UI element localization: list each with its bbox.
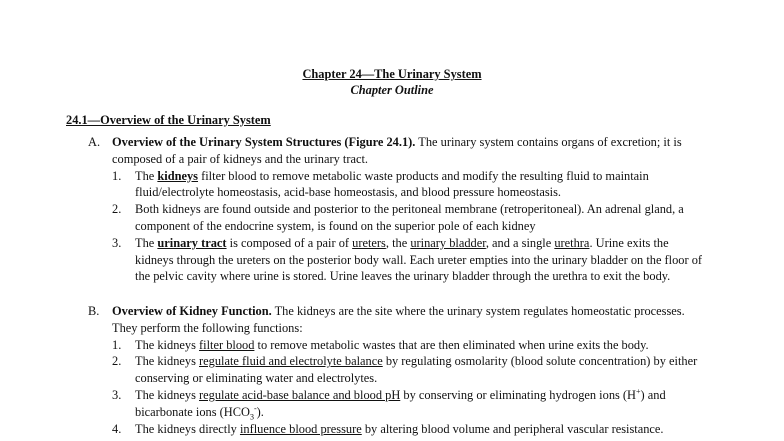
superscript: - bbox=[253, 403, 257, 413]
subscript: 3 bbox=[249, 412, 254, 422]
list-number: 4. bbox=[112, 421, 122, 436]
list-item-text bbox=[135, 353, 708, 387]
text-run: by regulating osmolarity (blood solute concentration) by either conserving or eliminating water and electrolytes. bbox=[135, 354, 698, 386]
text-run: by conserving or eliminating hydrogen ions (H bbox=[400, 387, 637, 402]
list-number: 1. bbox=[112, 168, 122, 183]
section-a-text: The urinary system contains organs of excretion; it is composed of a pair of kidneys and the urinary tract. bbox=[112, 135, 682, 166]
text-run: ). bbox=[256, 404, 264, 419]
section-a bbox=[88, 134, 708, 285]
term-ureters: ureters bbox=[352, 235, 386, 250]
text-run: The kidneys bbox=[135, 354, 200, 369]
list-number: 3. bbox=[112, 387, 122, 402]
section-b bbox=[88, 303, 708, 437]
text-run: . Urine exits the kidneys through the ureters on the posterior body wall. Each ureter empties into the urinary bladder on the floor of the pelvic cavity where urine is stored. Urine leaves the urinary bladder through the urethra to exit the body. bbox=[135, 235, 703, 284]
list-number: 1. bbox=[112, 337, 122, 352]
section-heading: 24.1—Overview of the Urinary System bbox=[66, 113, 271, 127]
term-urinary-bladder: urinary bladder bbox=[410, 235, 486, 250]
list-item-text bbox=[135, 421, 708, 438]
section-b-paragraph bbox=[112, 303, 708, 337]
section-a-letter: A. bbox=[88, 135, 101, 149]
list-item bbox=[112, 353, 708, 387]
text-run: The kidneys bbox=[135, 337, 200, 352]
list-item-text bbox=[135, 168, 708, 202]
text-run: The kidneys directly bbox=[135, 421, 240, 436]
superscript: + bbox=[636, 386, 641, 396]
list-item-text bbox=[135, 235, 708, 285]
section-b-heading: Overview of Kidney Function. bbox=[112, 304, 272, 318]
list-number: 2. bbox=[112, 354, 122, 369]
list-number: 3. bbox=[112, 235, 122, 250]
term-filter-blood: filter blood bbox=[199, 337, 255, 352]
list-item-text: Both kidneys are found outside and posterior to the peritoneal membrane (retroperitoneal). An adrenal gland, a component of the endocrine system, is found on the superior pole of each kidney bbox=[135, 202, 684, 233]
list-item bbox=[112, 235, 708, 285]
term-fluid-balance: regulate fluid and electrolyte balance bbox=[199, 354, 383, 369]
term-blood-pressure: influence blood pressure bbox=[239, 421, 362, 436]
term-urinary-tract: urinary tract bbox=[157, 235, 227, 250]
text-run: The bbox=[135, 235, 158, 250]
section-b-letter: B. bbox=[88, 304, 100, 318]
section-b-text: The kidneys are the site where the urinary system regulates homeostatic processes. They perform the following functions: bbox=[112, 304, 685, 335]
text-run: filter blood to remove metabolic waste products and modify the resulting fluid to maintain fluid/electrolyte homeostasis, acid-base homeostasis, and blood pressure homeostasis. bbox=[135, 168, 649, 200]
text-run: by altering blood volume and peripheral vascular resistance. bbox=[361, 421, 664, 436]
chapter-title: Chapter 24—The Urinary System bbox=[302, 67, 482, 81]
text-run: , the bbox=[385, 235, 411, 250]
list-item-text bbox=[135, 387, 708, 421]
list-item-text bbox=[135, 337, 708, 354]
list-item bbox=[112, 421, 708, 438]
section-a-heading: Overview of the Urinary System Structures (Figure 24.1). bbox=[112, 135, 416, 149]
text-run: is composed of a pair of bbox=[226, 235, 353, 250]
term-urethra: urethra bbox=[554, 235, 590, 250]
text-run: The bbox=[135, 168, 158, 183]
text-run: ) and bicarbonate ions (HCO bbox=[135, 387, 666, 419]
term-acid-base: regulate acid-base balance and blood pH bbox=[199, 387, 401, 402]
text-run: to remove metabolic wastes that are then eliminated when urine exits the body. bbox=[254, 337, 649, 352]
text-run: , and a single bbox=[485, 235, 555, 250]
list-item bbox=[112, 337, 708, 354]
section-a-paragraph bbox=[112, 134, 708, 168]
text-run: The kidneys bbox=[135, 387, 200, 402]
list-item bbox=[112, 387, 708, 421]
list-item bbox=[112, 201, 708, 235]
chapter-subtitle: Chapter Outline bbox=[350, 83, 434, 97]
list-number: 2. bbox=[112, 202, 122, 217]
list-item bbox=[112, 168, 708, 202]
term-kidneys: kidneys bbox=[157, 168, 199, 183]
